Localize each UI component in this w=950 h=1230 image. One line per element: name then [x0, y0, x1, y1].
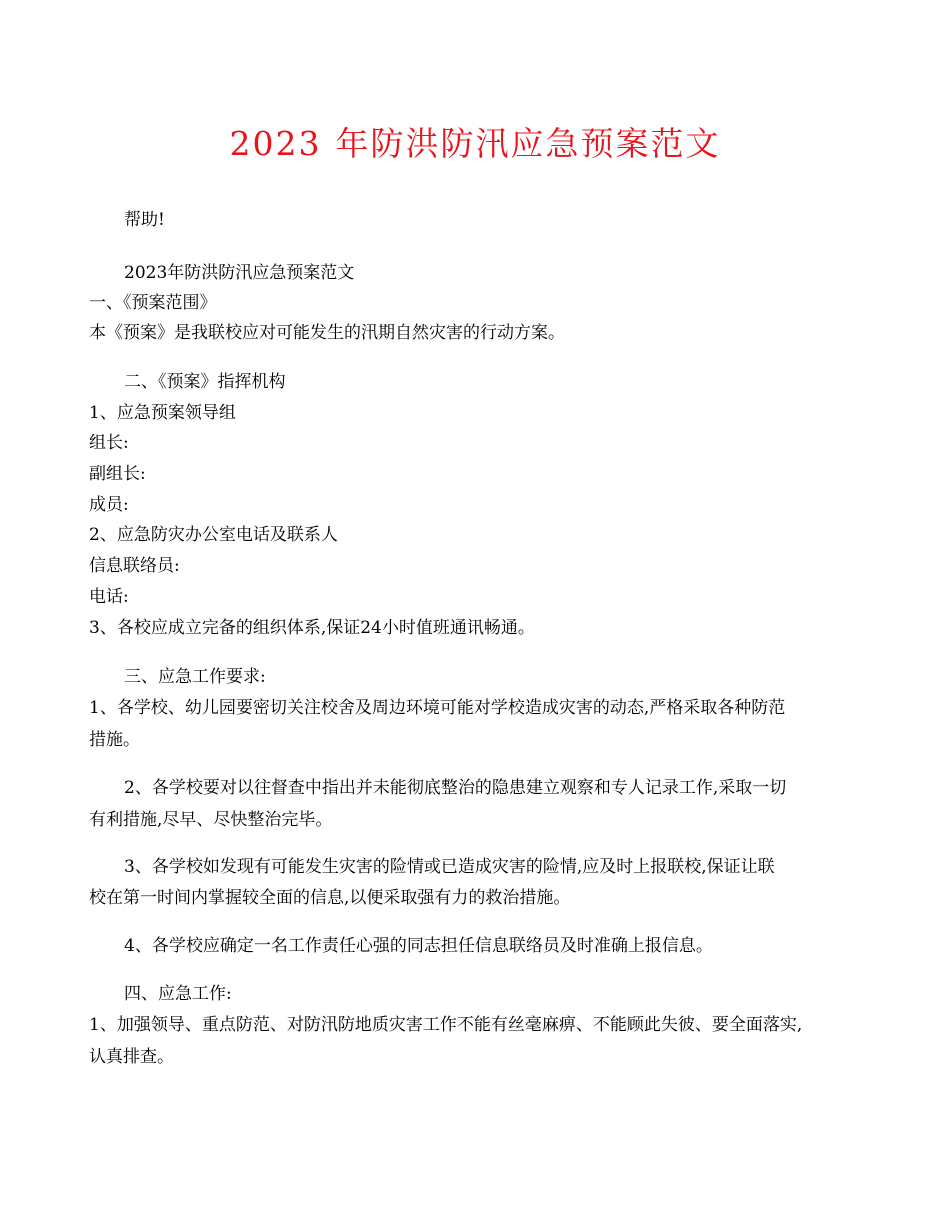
requirement-3-line-2: 校在第一时间内掌握较全面的信息,以便采取强有力的救治措施。	[89, 888, 571, 908]
title-year: 2023	[229, 124, 322, 163]
work-1-line-1: 1、加强领导、重点防范、对防汛防地质灾害工作不能有丝毫麻痹、不能顾此失彼、要全面落实,	[89, 1015, 803, 1035]
section-1-heading: 一、《预案范围》	[89, 293, 217, 313]
requirement-2-line-2: 有利措施,尽早、尽快整治完毕。	[89, 810, 333, 830]
title-text: 年防洪防汛应急预案范文	[335, 124, 721, 163]
leader-field: 组长:	[89, 433, 129, 453]
section-2-item-2: 2、应急防灾办公室电话及联系人	[89, 525, 338, 545]
document-title	[0, 118, 950, 165]
section-2-item-1: 1、应急预案领导组	[89, 403, 236, 423]
requirement-1-line-1: 1、各学校、幼儿园要密切关注校舍及周边环境可能对学校造成灾害的动态,严格采取各种防范	[89, 698, 786, 718]
work-1-line-2: 认真排查。	[89, 1047, 174, 1067]
deputy-leader-field: 副组长:	[89, 464, 146, 484]
liaison-field: 信息联络员:	[89, 556, 180, 576]
section-2-heading: 二、《预案》指挥机构	[124, 372, 286, 392]
section-2-item-3: 3、各校应成立完备的组织体系,保证24小时值班通讯畅通。	[89, 618, 535, 638]
subtitle-paragraph: 2023年防洪防汛应急预案范文	[124, 263, 355, 283]
section-4-heading: 四、应急工作:	[124, 984, 232, 1004]
section-3-heading: 三、应急工作要求:	[124, 667, 266, 687]
members-field: 成员:	[89, 495, 129, 515]
section-1-body: 本《预案》是我联校应对可能发生的汛期自然灾害的行动方案。	[89, 323, 565, 343]
requirement-2-line-1: 2、各学校要对以往督查中指出并未能彻底整治的隐患建立观察和专人记录工作,采取一切	[124, 778, 787, 798]
phone-field: 电话:	[89, 587, 129, 607]
requirement-4: 4、各学校应确定一名工作责任心强的同志担任信息联络员及时准确上报信息。	[124, 936, 713, 956]
help-paragraph: 帮助!	[124, 210, 165, 230]
requirement-3-line-1: 3、各学校如发现有可能发生灾害的险情或已造成灾害的险情,应及时上报联校,保证让联	[124, 857, 775, 877]
requirement-1-line-2: 措施。	[89, 730, 140, 750]
